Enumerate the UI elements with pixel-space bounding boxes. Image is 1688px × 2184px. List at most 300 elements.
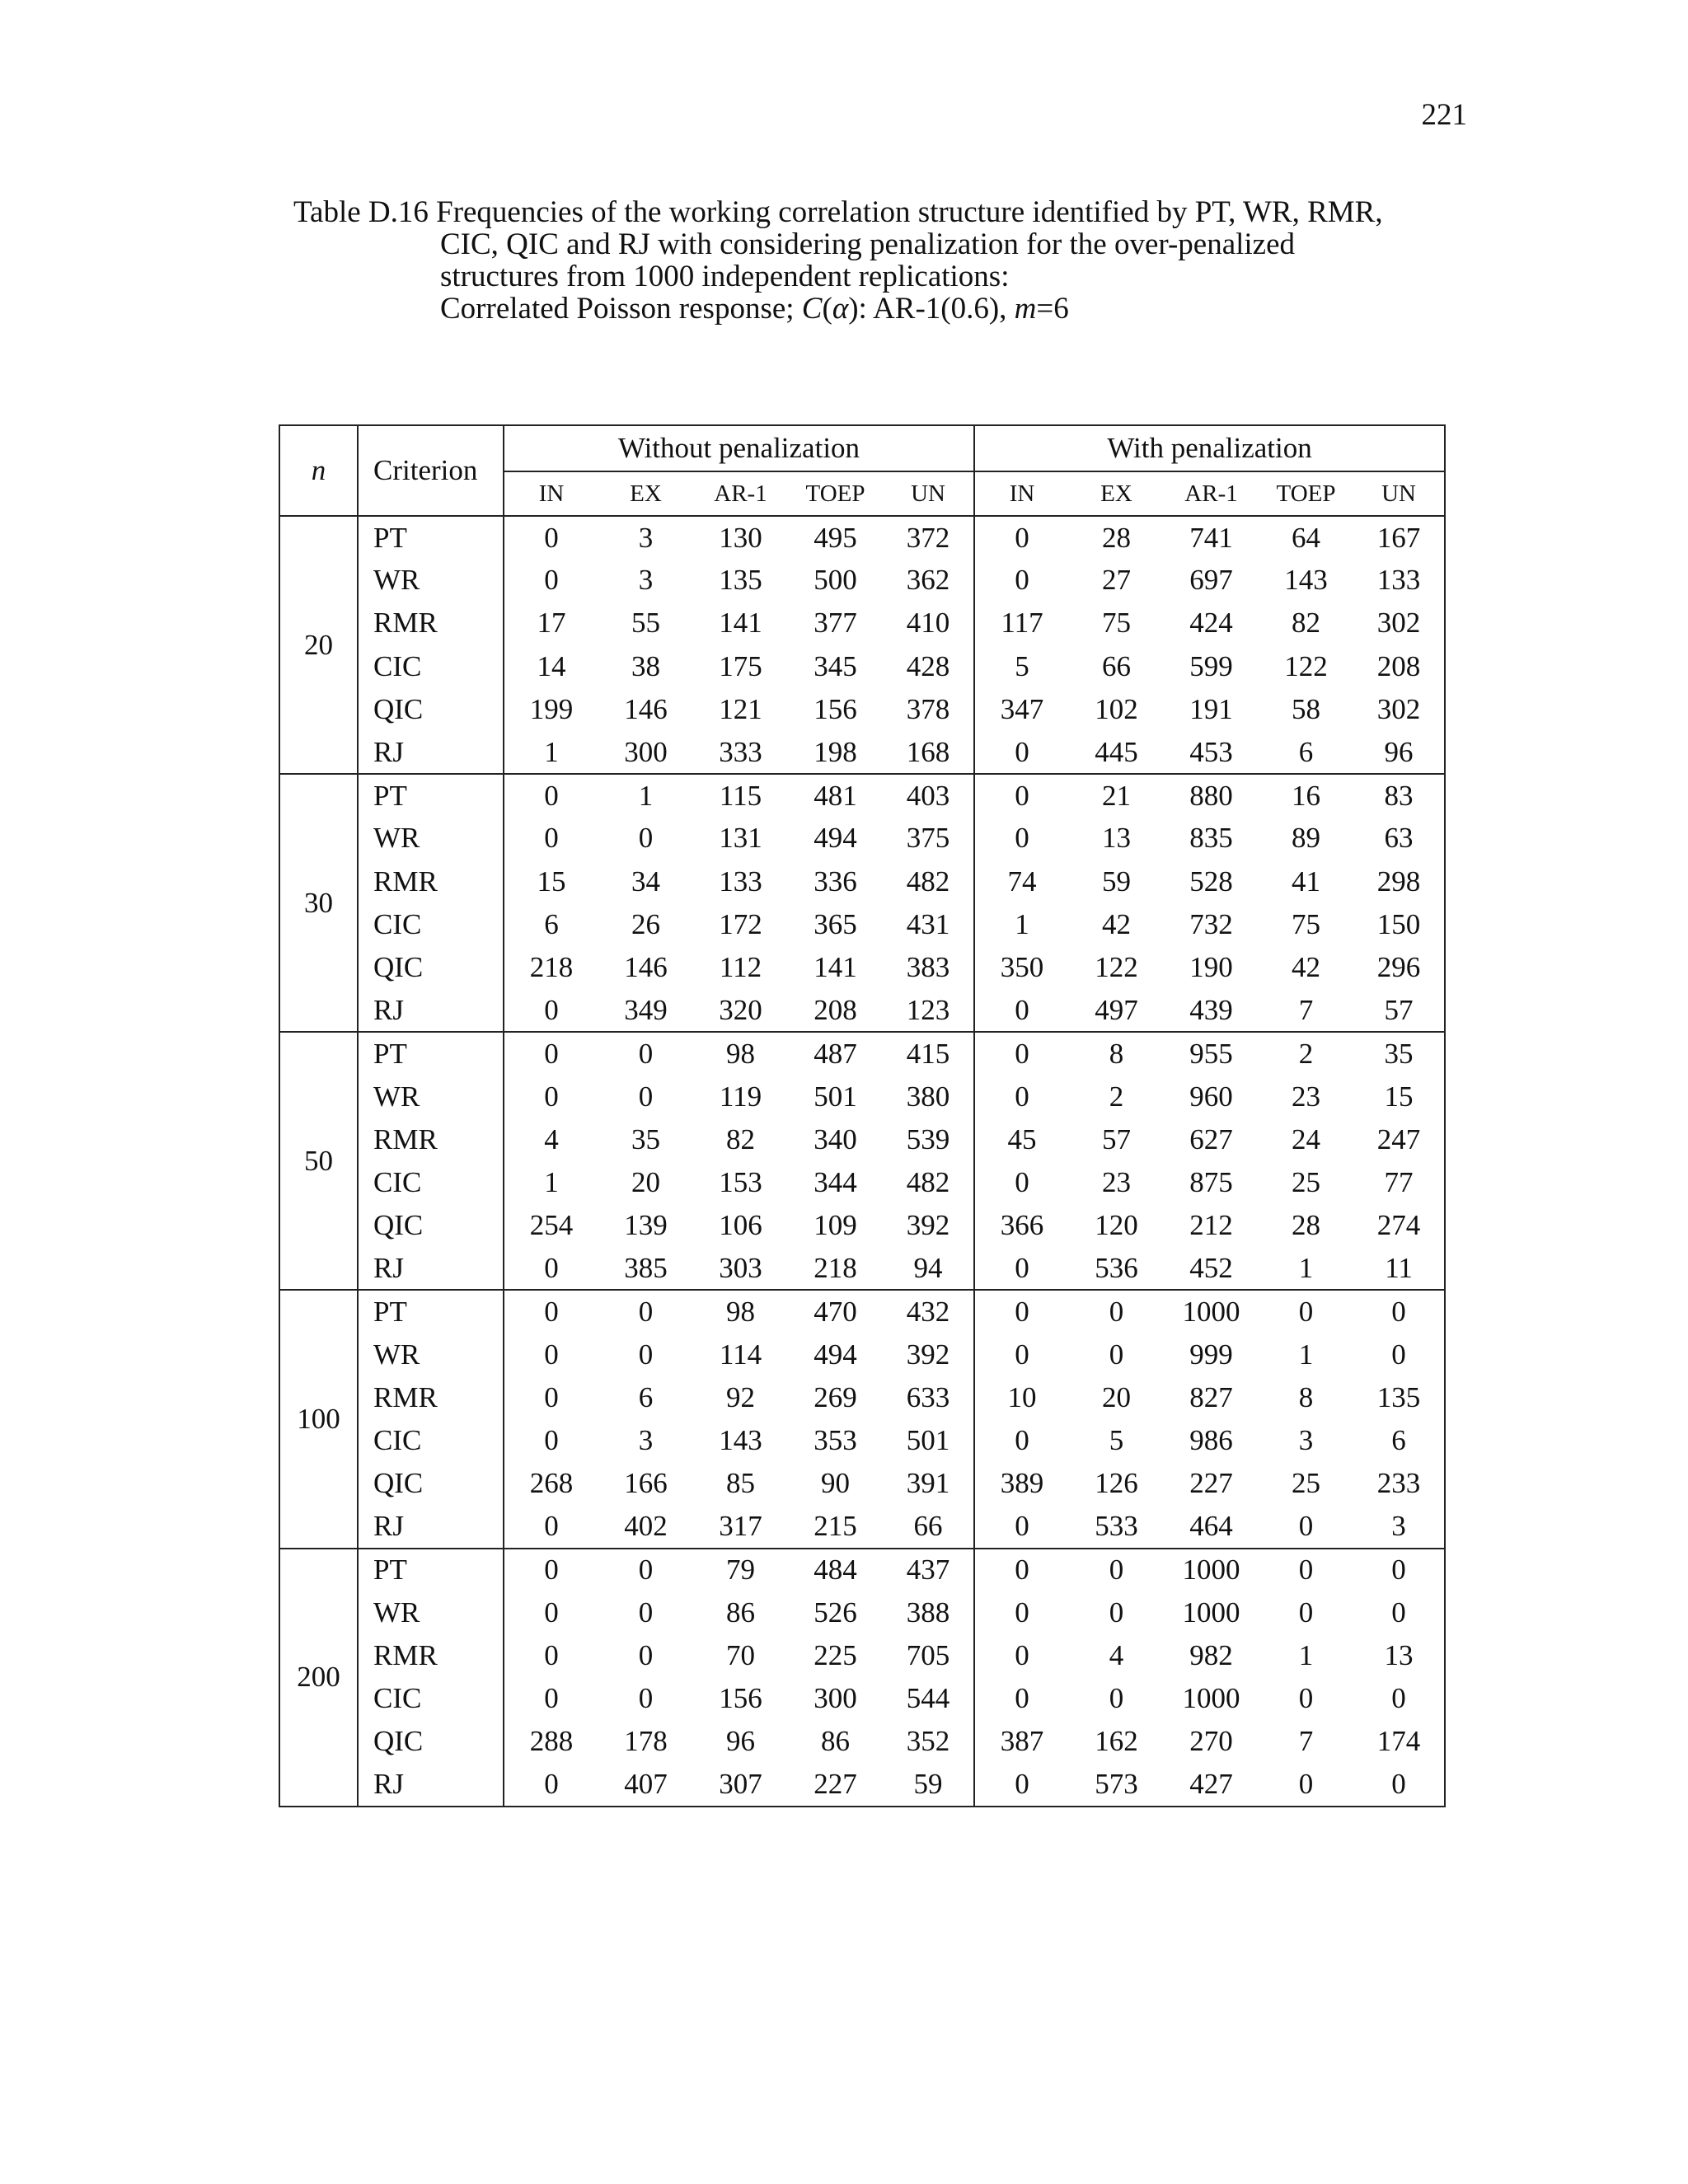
value-cell-without-ar-1: 106 xyxy=(719,1209,762,1242)
value-cell-without-toep: 500 xyxy=(814,564,857,597)
value-cell-without-ar-1: 98 xyxy=(726,1037,755,1070)
table-row xyxy=(279,1290,1445,1333)
value-cell-without-un: 428 xyxy=(883,645,974,688)
page-number: 221 xyxy=(1421,98,1467,132)
value-cell-with-un: 298 xyxy=(1353,860,1445,903)
value-cell-with-un: 35 xyxy=(1353,1032,1445,1075)
value-cell-with-toep: 25 xyxy=(1292,1467,1321,1500)
value-cell-with-toep: 7 xyxy=(1259,989,1353,1032)
value-cell-with-ex: 0 xyxy=(1109,1596,1124,1629)
value-cell-with-in: 10 xyxy=(1007,1380,1037,1413)
criterion-cell: RJ xyxy=(358,989,504,1032)
value-cell-without-toep: 198 xyxy=(788,731,883,774)
value-cell-with-un: 6 xyxy=(1353,1419,1445,1462)
value-cell-with-ar-1: 212 xyxy=(1189,1209,1233,1242)
value-cell-with-ar-1: 464 xyxy=(1164,1505,1259,1548)
table-row xyxy=(279,1032,1445,1075)
value-cell-without-ex: 166 xyxy=(624,1467,668,1500)
value-cell-without-toep: 225 xyxy=(814,1638,857,1671)
value-cell-without-un: 482 xyxy=(883,860,974,903)
value-cell-without-un: 437 xyxy=(883,1549,974,1591)
value-cell-with-ar-1: 1000 xyxy=(1182,1554,1240,1586)
value-cell-without-un: 482 xyxy=(883,1161,974,1204)
table-row xyxy=(279,860,1445,903)
criterion-cell: PT xyxy=(358,516,504,559)
value-cell-without-toep: 494 xyxy=(814,822,857,855)
value-cell-with-un: 15 xyxy=(1353,1075,1445,1118)
subheader-with-ar-1: AR-1 xyxy=(1164,471,1259,516)
value-cell-with-in: 0 xyxy=(974,1247,1069,1290)
criterion-cell: QIC xyxy=(358,1204,504,1247)
caption-line-4 xyxy=(293,293,1489,325)
value-cell-with-ar-1: 528 xyxy=(1189,865,1233,898)
value-cell-with-ex: 4 xyxy=(1109,1638,1124,1671)
value-cell-with-ar-1: 986 xyxy=(1189,1424,1233,1457)
value-cell-with-ex: 20 xyxy=(1102,1380,1132,1413)
subheader-with-ex: EX xyxy=(1069,471,1164,516)
value-cell-with-in: 74 xyxy=(1007,865,1037,898)
value-cell-with-toep: 8 xyxy=(1298,1380,1314,1413)
table-row xyxy=(279,1376,1445,1419)
value-cell-with-ex: 0 xyxy=(1109,1338,1124,1371)
criterion-cell: WR xyxy=(358,559,504,602)
table-row xyxy=(279,946,1445,989)
value-cell-with-in: 0 xyxy=(974,989,1069,1032)
value-cell-without-ex: 35 xyxy=(631,1122,660,1155)
value-cell-without-ex: 1 xyxy=(638,779,654,812)
value-cell-without-ex: 402 xyxy=(598,1505,693,1548)
caption-line-4-mid: ): AR-1(0.6), xyxy=(848,292,1015,326)
value-cell-without-in: 218 xyxy=(529,950,574,983)
value-cell-without-ar-1: 175 xyxy=(719,649,762,682)
caption-c-symbol: C xyxy=(801,292,823,326)
value-cell-without-ex: 0 xyxy=(638,1037,654,1070)
value-cell-with-ar-1: 427 xyxy=(1164,1763,1259,1806)
value-cell-with-ex: 497 xyxy=(1069,989,1164,1032)
value-cell-without-ex: 0 xyxy=(638,1596,654,1629)
value-cell-without-toep: 481 xyxy=(814,779,857,812)
sample-size-cell: 200 xyxy=(279,1549,358,1807)
value-cell-without-un: 539 xyxy=(883,1118,974,1161)
value-cell-with-toep: 89 xyxy=(1292,822,1321,855)
value-cell-with-un: 247 xyxy=(1353,1118,1445,1161)
value-cell-with-un: 0 xyxy=(1353,1333,1445,1376)
value-cell-with-un: 233 xyxy=(1353,1462,1445,1505)
value-cell-without-in: 14 xyxy=(537,649,566,682)
value-cell-with-ar-1: 627 xyxy=(1189,1122,1233,1155)
sample-size-cell: 20 xyxy=(279,516,358,774)
value-cell-without-ex: 300 xyxy=(598,731,693,774)
value-cell-without-un: 431 xyxy=(883,903,974,946)
value-cell-with-ex: 573 xyxy=(1069,1763,1164,1806)
value-cell-with-toep: 1 xyxy=(1298,1638,1314,1671)
value-cell-without-in: 0 xyxy=(544,1080,559,1113)
value-cell-with-ex: 66 xyxy=(1102,649,1132,682)
value-cell-without-ar-1: 156 xyxy=(719,1682,762,1715)
value-cell-without-in: 0 xyxy=(544,1596,559,1629)
value-cell-without-toep: 340 xyxy=(814,1122,857,1155)
value-cell-with-un: 57 xyxy=(1353,989,1445,1032)
value-cell-without-un: 392 xyxy=(883,1204,974,1247)
value-cell-with-ex: 23 xyxy=(1102,1165,1132,1198)
value-cell-with-toep: 3 xyxy=(1298,1424,1314,1457)
value-cell-without-ar-1: 131 xyxy=(719,822,762,855)
value-cell-with-un: 0 xyxy=(1353,1763,1445,1806)
table-row xyxy=(279,1591,1445,1634)
table-row xyxy=(279,1549,1445,1591)
value-cell-without-ex: 6 xyxy=(638,1380,654,1413)
value-cell-with-ex: 8 xyxy=(1109,1037,1124,1070)
table-row xyxy=(279,1720,1445,1763)
value-cell-without-in: 199 xyxy=(529,692,574,725)
value-cell-with-ar-1: 880 xyxy=(1189,779,1233,812)
criterion-cell: CIC xyxy=(358,1419,504,1462)
value-cell-without-un: 432 xyxy=(883,1290,974,1333)
value-cell-without-toep: 336 xyxy=(814,865,857,898)
value-cell-with-toep: 58 xyxy=(1292,692,1321,725)
value-cell-without-ex: 0 xyxy=(638,1638,654,1671)
value-cell-without-in: 0 xyxy=(544,779,559,812)
criterion-cell: WR xyxy=(358,1591,504,1634)
caption-line-4-prefix: Correlated Poisson response; xyxy=(440,292,802,326)
value-cell-with-ar-1: 190 xyxy=(1189,950,1233,983)
subheader-without-in: IN xyxy=(504,471,598,516)
value-cell-with-un: 167 xyxy=(1353,516,1445,559)
value-cell-with-un: 63 xyxy=(1353,817,1445,860)
value-cell-without-ar-1: 307 xyxy=(693,1763,788,1806)
value-cell-without-ar-1: 303 xyxy=(693,1247,788,1290)
value-cell-with-in: 0 xyxy=(1015,564,1029,597)
subheader-with-in: IN xyxy=(974,471,1069,516)
value-cell-with-toep: 6 xyxy=(1259,731,1353,774)
value-cell-without-un: 391 xyxy=(883,1462,974,1505)
value-cell-with-toep: 0 xyxy=(1298,1596,1314,1629)
value-cell-without-un: 705 xyxy=(883,1634,974,1677)
value-cell-with-ex: 13 xyxy=(1102,822,1132,855)
value-cell-without-ex: 26 xyxy=(631,907,660,940)
value-cell-with-toep: 7 xyxy=(1298,1725,1314,1758)
value-cell-with-toep: 1 xyxy=(1298,1338,1314,1371)
value-cell-with-in: 0 xyxy=(974,1763,1069,1806)
value-cell-without-in: 1 xyxy=(504,731,598,774)
value-cell-without-un: 501 xyxy=(883,1419,974,1462)
value-cell-without-un: 94 xyxy=(883,1247,974,1290)
criterion-cell: QIC xyxy=(358,1720,504,1763)
value-cell-without-in: 288 xyxy=(529,1725,574,1758)
value-cell-without-ar-1: 143 xyxy=(719,1424,762,1457)
value-cell-with-toep: 75 xyxy=(1292,907,1321,940)
criterion-cell: QIC xyxy=(358,688,504,731)
value-cell-without-ex: 0 xyxy=(638,1682,654,1715)
value-cell-without-ex: 139 xyxy=(624,1209,668,1242)
value-cell-with-toep: 122 xyxy=(1284,649,1328,682)
value-cell-without-ex: 0 xyxy=(638,1338,654,1371)
value-cell-without-toep: 215 xyxy=(788,1505,883,1548)
value-cell-with-un: 0 xyxy=(1353,1591,1445,1634)
caption-line-3: structures from 1000 independent replications: xyxy=(440,260,1010,293)
value-cell-without-in: 0 xyxy=(544,1682,559,1715)
value-cell-with-in: 45 xyxy=(1007,1122,1037,1155)
value-cell-with-toep: 28 xyxy=(1292,1209,1321,1242)
table-row xyxy=(279,989,1445,1032)
value-cell-with-toep: 0 xyxy=(1298,1554,1314,1586)
value-cell-without-un: 383 xyxy=(883,946,974,989)
criterion-cell: CIC xyxy=(358,1161,504,1204)
value-cell-without-toep: 227 xyxy=(788,1763,883,1806)
value-cell-with-in: 0 xyxy=(1015,1037,1029,1070)
subheader-without-ex: EX xyxy=(598,471,693,516)
value-cell-without-un: 168 xyxy=(883,731,974,774)
value-cell-without-toep: 377 xyxy=(814,607,857,640)
subheader-with-un: UN xyxy=(1353,471,1445,516)
table-row xyxy=(279,559,1445,602)
value-cell-without-ex: 3 xyxy=(638,1424,654,1457)
criterion-cell: RJ xyxy=(358,1505,504,1548)
value-cell-without-ex: 146 xyxy=(624,692,668,725)
value-cell-without-ar-1: 133 xyxy=(719,865,762,898)
value-cell-without-ar-1: 141 xyxy=(719,607,762,640)
value-cell-with-un: 0 xyxy=(1353,1677,1445,1720)
value-cell-without-ex: 0 xyxy=(638,1080,654,1113)
value-cell-with-ar-1: 982 xyxy=(1189,1638,1233,1671)
value-cell-with-ex: 75 xyxy=(1102,607,1132,640)
value-cell-without-ex: 349 xyxy=(598,989,693,1032)
value-cell-with-ex: 120 xyxy=(1095,1209,1138,1242)
value-cell-with-in: 0 xyxy=(1015,1424,1029,1457)
table-row xyxy=(279,1075,1445,1118)
value-cell-without-ar-1: 153 xyxy=(719,1165,762,1198)
value-cell-without-ar-1: 79 xyxy=(726,1554,755,1586)
value-cell-with-ex: 57 xyxy=(1102,1122,1132,1155)
frequency-table xyxy=(279,424,1446,1807)
value-cell-without-in: 1 xyxy=(544,1165,559,1198)
caption-line-1: Table D.16 Frequencies of the working correlation structure identified by PT, WR, RMR, xyxy=(293,195,1383,229)
value-cell-with-ex: 162 xyxy=(1095,1725,1138,1758)
value-cell-without-toep: 141 xyxy=(814,950,857,983)
value-cell-with-in: 0 xyxy=(1015,1165,1029,1198)
value-cell-without-toep: 208 xyxy=(788,989,883,1032)
value-cell-with-in: 0 xyxy=(1015,1638,1029,1671)
value-cell-without-ar-1: 70 xyxy=(726,1638,755,1671)
criterion-cell: WR xyxy=(358,1333,504,1376)
value-cell-with-ar-1: 227 xyxy=(1189,1467,1233,1500)
value-cell-without-in: 0 xyxy=(504,1505,598,1548)
value-cell-without-toep: 487 xyxy=(814,1037,857,1070)
value-cell-with-in: 117 xyxy=(1001,607,1043,640)
value-cell-with-in: 366 xyxy=(1000,1209,1044,1242)
value-cell-without-ar-1: 317 xyxy=(693,1505,788,1548)
table-row xyxy=(279,1419,1445,1462)
header-criterion: Criterion xyxy=(358,425,504,516)
value-cell-with-ar-1: 439 xyxy=(1164,989,1259,1032)
value-cell-with-ex: 102 xyxy=(1095,692,1138,725)
value-cell-with-toep: 0 xyxy=(1298,1295,1314,1328)
value-cell-with-ar-1: 732 xyxy=(1189,907,1233,940)
caption-line-2: CIC, QIC and RJ with considering penalization for the over-penalized xyxy=(440,227,1296,261)
value-cell-without-toep: 156 xyxy=(814,692,857,725)
value-cell-with-ar-1: 599 xyxy=(1189,649,1233,682)
value-cell-with-ex: 27 xyxy=(1102,564,1132,597)
value-cell-with-ar-1: 1000 xyxy=(1182,1596,1240,1629)
criterion-cell: PT xyxy=(358,1549,504,1591)
value-cell-with-ex: 0 xyxy=(1109,1295,1124,1328)
value-cell-without-ex: 38 xyxy=(631,649,660,682)
value-cell-without-ar-1: 130 xyxy=(719,521,762,554)
value-cell-without-ar-1: 115 xyxy=(719,779,762,812)
value-cell-without-in: 0 xyxy=(544,1380,559,1413)
table-row xyxy=(279,774,1445,817)
value-cell-without-toep: 269 xyxy=(814,1380,857,1413)
value-cell-with-in: 0 xyxy=(1015,822,1029,855)
value-cell-without-ex: 0 xyxy=(638,1295,654,1328)
value-cell-without-un: 59 xyxy=(883,1763,974,1806)
criterion-cell: CIC xyxy=(358,645,504,688)
value-cell-with-un: 0 xyxy=(1353,1290,1445,1333)
value-cell-with-ar-1: 1000 xyxy=(1182,1682,1240,1715)
value-cell-with-ar-1: 697 xyxy=(1189,564,1233,597)
value-cell-with-un: 0 xyxy=(1353,1549,1445,1591)
value-cell-without-in: 0 xyxy=(544,1338,559,1371)
value-cell-with-ex: 536 xyxy=(1069,1247,1164,1290)
value-cell-with-toep: 16 xyxy=(1292,779,1321,812)
value-cell-without-in: 0 xyxy=(504,989,598,1032)
criterion-cell: RJ xyxy=(358,1763,504,1806)
value-cell-with-ar-1: 270 xyxy=(1189,1725,1233,1758)
value-cell-with-un: 274 xyxy=(1353,1204,1445,1247)
criterion-cell: WR xyxy=(358,1075,504,1118)
sample-size-cell: 30 xyxy=(279,774,358,1032)
subheader-with-toep: TOEP xyxy=(1259,471,1353,516)
value-cell-without-ex: 178 xyxy=(624,1725,668,1758)
value-cell-without-in: 268 xyxy=(529,1467,574,1500)
value-cell-with-ar-1: 452 xyxy=(1164,1247,1259,1290)
value-cell-with-in: 0 xyxy=(1015,779,1029,812)
value-cell-with-ar-1: 741 xyxy=(1189,521,1233,554)
value-cell-with-in: 5 xyxy=(1015,649,1029,682)
value-cell-with-un: 296 xyxy=(1353,946,1445,989)
value-cell-without-ex: 385 xyxy=(598,1247,693,1290)
value-cell-with-toep: 0 xyxy=(1298,1682,1314,1715)
value-cell-with-toep: 0 xyxy=(1259,1763,1353,1806)
value-cell-without-toep: 501 xyxy=(814,1080,857,1113)
value-cell-without-ar-1: 320 xyxy=(693,989,788,1032)
value-cell-with-toep: 23 xyxy=(1292,1080,1321,1113)
table-caption xyxy=(293,196,1489,325)
criterion-cell: PT xyxy=(358,1032,504,1075)
value-cell-without-ar-1: 86 xyxy=(726,1596,755,1629)
value-cell-with-toep: 2 xyxy=(1298,1037,1314,1070)
value-cell-with-in: 0 xyxy=(1015,1596,1029,1629)
value-cell-without-ar-1: 98 xyxy=(726,1295,755,1328)
value-cell-with-ex: 42 xyxy=(1102,907,1132,940)
value-cell-with-ex: 0 xyxy=(1109,1682,1124,1715)
value-cell-with-ar-1: 191 xyxy=(1189,692,1233,725)
value-cell-without-toep: 300 xyxy=(814,1682,857,1715)
value-cell-without-in: 0 xyxy=(544,1424,559,1457)
value-cell-with-in: 0 xyxy=(974,1505,1069,1548)
table-row xyxy=(279,1505,1445,1548)
value-cell-with-in: 0 xyxy=(1015,1682,1029,1715)
value-cell-without-in: 0 xyxy=(504,1763,598,1806)
table-row xyxy=(279,1333,1445,1376)
value-cell-with-ex: 5 xyxy=(1109,1424,1124,1457)
value-cell-without-in: 17 xyxy=(537,607,566,640)
table-row xyxy=(279,645,1445,688)
table-row xyxy=(279,1763,1445,1806)
value-cell-without-un: 352 xyxy=(883,1720,974,1763)
table-body xyxy=(279,516,1445,1807)
value-cell-with-in: 0 xyxy=(974,731,1069,774)
criterion-cell: RMR xyxy=(358,860,504,903)
value-cell-without-ex: 3 xyxy=(638,564,654,597)
table-row xyxy=(279,1634,1445,1677)
value-cell-with-un: 11 xyxy=(1353,1247,1445,1290)
value-cell-with-un: 77 xyxy=(1353,1161,1445,1204)
value-cell-with-ar-1: 424 xyxy=(1189,607,1233,640)
table-row xyxy=(279,1247,1445,1290)
value-cell-with-ex: 21 xyxy=(1102,779,1132,812)
value-cell-with-in: 0 xyxy=(1015,521,1029,554)
caption-m-symbol: m xyxy=(1014,292,1037,326)
value-cell-without-in: 0 xyxy=(544,1295,559,1328)
value-cell-without-ar-1: 92 xyxy=(726,1380,755,1413)
value-cell-without-toep: 495 xyxy=(814,521,857,554)
value-cell-without-toep: 494 xyxy=(814,1338,857,1371)
caption-alpha-symbol: α xyxy=(832,292,849,326)
value-cell-with-ar-1: 999 xyxy=(1189,1338,1233,1371)
criterion-cell: RJ xyxy=(358,731,504,774)
value-cell-without-ar-1: 119 xyxy=(719,1080,762,1113)
header-with-penalization: With penalization xyxy=(974,425,1445,471)
table-row xyxy=(279,516,1445,559)
value-cell-without-toep: 353 xyxy=(814,1424,857,1457)
value-cell-with-toep: 41 xyxy=(1292,865,1321,898)
sample-size-cell: 100 xyxy=(279,1290,358,1548)
value-cell-with-in: 389 xyxy=(1000,1467,1044,1500)
value-cell-without-un: 375 xyxy=(883,817,974,860)
table-row xyxy=(279,1118,1445,1161)
value-cell-without-un: 388 xyxy=(883,1591,974,1634)
value-cell-with-toep: 1 xyxy=(1259,1247,1353,1290)
value-cell-without-toep: 484 xyxy=(814,1554,857,1586)
value-cell-with-toep: 42 xyxy=(1292,950,1321,983)
value-cell-without-in: 0 xyxy=(544,822,559,855)
value-cell-without-toep: 86 xyxy=(821,1725,850,1758)
value-cell-without-in: 15 xyxy=(537,865,566,898)
value-cell-without-ar-1: 114 xyxy=(719,1338,762,1371)
value-cell-with-ar-1: 453 xyxy=(1164,731,1259,774)
value-cell-with-ex: 59 xyxy=(1102,865,1132,898)
value-cell-with-ex: 126 xyxy=(1095,1467,1138,1500)
value-cell-without-ex: 0 xyxy=(638,822,654,855)
value-cell-without-ar-1: 135 xyxy=(719,564,762,597)
table-row xyxy=(279,1462,1445,1505)
value-cell-with-ex: 533 xyxy=(1069,1505,1164,1548)
value-cell-with-ex: 2 xyxy=(1109,1080,1124,1113)
value-cell-with-ex: 445 xyxy=(1069,731,1164,774)
value-cell-with-un: 302 xyxy=(1353,602,1445,644)
value-cell-without-un: 380 xyxy=(883,1075,974,1118)
value-cell-without-ar-1: 96 xyxy=(726,1725,755,1758)
value-cell-with-ex: 0 xyxy=(1109,1554,1124,1586)
value-cell-without-un: 410 xyxy=(883,602,974,644)
table-row xyxy=(279,731,1445,774)
criterion-cell: RMR xyxy=(358,1118,504,1161)
table-row xyxy=(279,602,1445,644)
value-cell-with-un: 302 xyxy=(1353,688,1445,731)
value-cell-with-in: 0 xyxy=(1015,1554,1029,1586)
value-cell-with-toep: 64 xyxy=(1292,521,1321,554)
